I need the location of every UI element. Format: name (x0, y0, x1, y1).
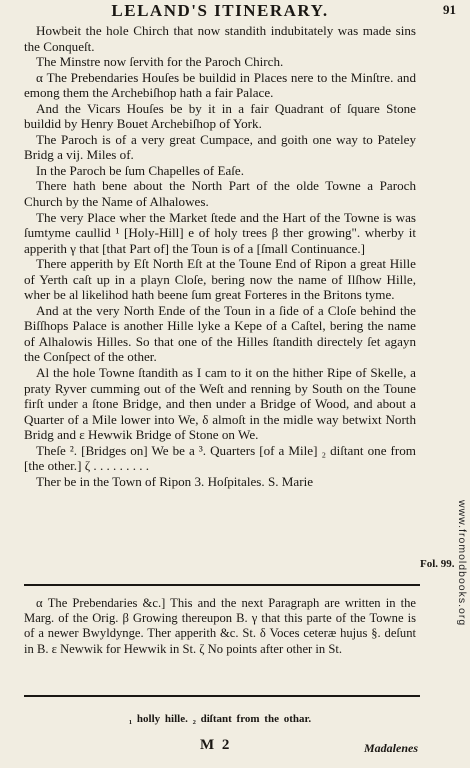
paragraph: In the Paroch be ſum Chapelles of Eaſe. (36, 162, 244, 178)
paragraph: α The Prebendaries Houſes be buildid in Places nere to the Minſtre. and emong them the Archebiſhop hath a fair Palace. (24, 69, 416, 101)
paragraph: Ther be in the Town of Ripon 3. Hoſpitales. S. Marie (36, 473, 314, 489)
paragraph: There hath bene about the North Part of the olde Towne a Paroch Church by the Name of Alhalowes. (24, 178, 416, 210)
footnotes (24, 596, 416, 657)
main-text (24, 23, 416, 489)
folio-margin-reference: Fol. 99. (420, 558, 455, 570)
paragraph: Theſe ². [Bridges on] We be a ³. Quarters [of a Mile] ₂ diſtant one from [the other.] ζ . . . . . . . . . (24, 442, 416, 474)
running-head: LELAND'S ITINERARY. (111, 1, 329, 20)
footnote-paragraph: α The Prebendaries &c.] This and the next Paragraph are written in the Marg. of the Orig. β Growing thereupon B. γ that this parte of the Towne is of a newer Bwyldynge. Ther apperith &c. St. δ Voces ceteræ hujus §. deſunt in B. ε Newwik for Hewwik in St. ζ No points after other in St. (24, 596, 416, 656)
paragraph: There apperith by Eſt North Eſt at the Toune End of Ripon a great Hille of Yerth caſt up in a playn Cloſe, bering now the name of Ilſhow Hille, wher be al likelihod hath beene ſum great Forteres in the Britons tyme. (24, 256, 416, 303)
bottom-divider-rule (24, 695, 420, 697)
catchword: Madalenes (364, 741, 418, 755)
bottom-glosses: ₁ holly hille. ₂ diſtant from the othar. (128, 713, 312, 725)
paragraph: Howbeit the hole Chirch that now standith indubitately was made sins the Conqueſt. (24, 23, 416, 54)
paragraph: The very Place wher the Market ſtede and the Hart of the Towne is was ſumtyme caullid ¹ [Holy-Hill] e of holy trees β ther growing". wherby it apperith γ that [that Part of] the Toun is of a [ſmall Continuance.] (24, 209, 416, 256)
paragraph: And at the very North Ende of the Toun in a ſide of a Cloſe behind the Biſſhops Palace is another Hille lyke a Kepe of a Caſtel, bering the name of Alhalowis Hilles. So that one of the Hilles ſtandith directely ſet agayn the Conſpect of the other. (24, 302, 416, 365)
page-header (0, 0, 470, 24)
footnote-divider-rule (24, 584, 420, 586)
watermark-credit: www.fromoldbooks.org (456, 500, 468, 627)
paragraph: And the Vicars Houſes be by it in a fair Quadrant of ſquare Stone buildid by Henry Bouet Archebiſhop of York. (24, 100, 416, 132)
paragraph: The Paroch is of a very great Cumpace, and goith one way to Pateley Bridg a vij. Miles of. (24, 131, 416, 163)
page-number: 91 (443, 2, 456, 17)
signature-mark: M 2 (200, 737, 232, 753)
paragraph: The Minstre now ſervith for the Paroch Chirch. (36, 54, 284, 70)
paragraph: Al the hole Towne ſtandith as I cam to it on the hither Ripe of Skelle, a praty Ryver cumming out of the Weſt and renning by South on the Toune firſt under a ſtone Bridge, and then under a Bridge of Wood, and about a Quarter of a Mile lower into We, δ almoſt in the midle way betwixt North Bridg and ε Hewwik Bridge of Stone on We. (24, 365, 416, 443)
